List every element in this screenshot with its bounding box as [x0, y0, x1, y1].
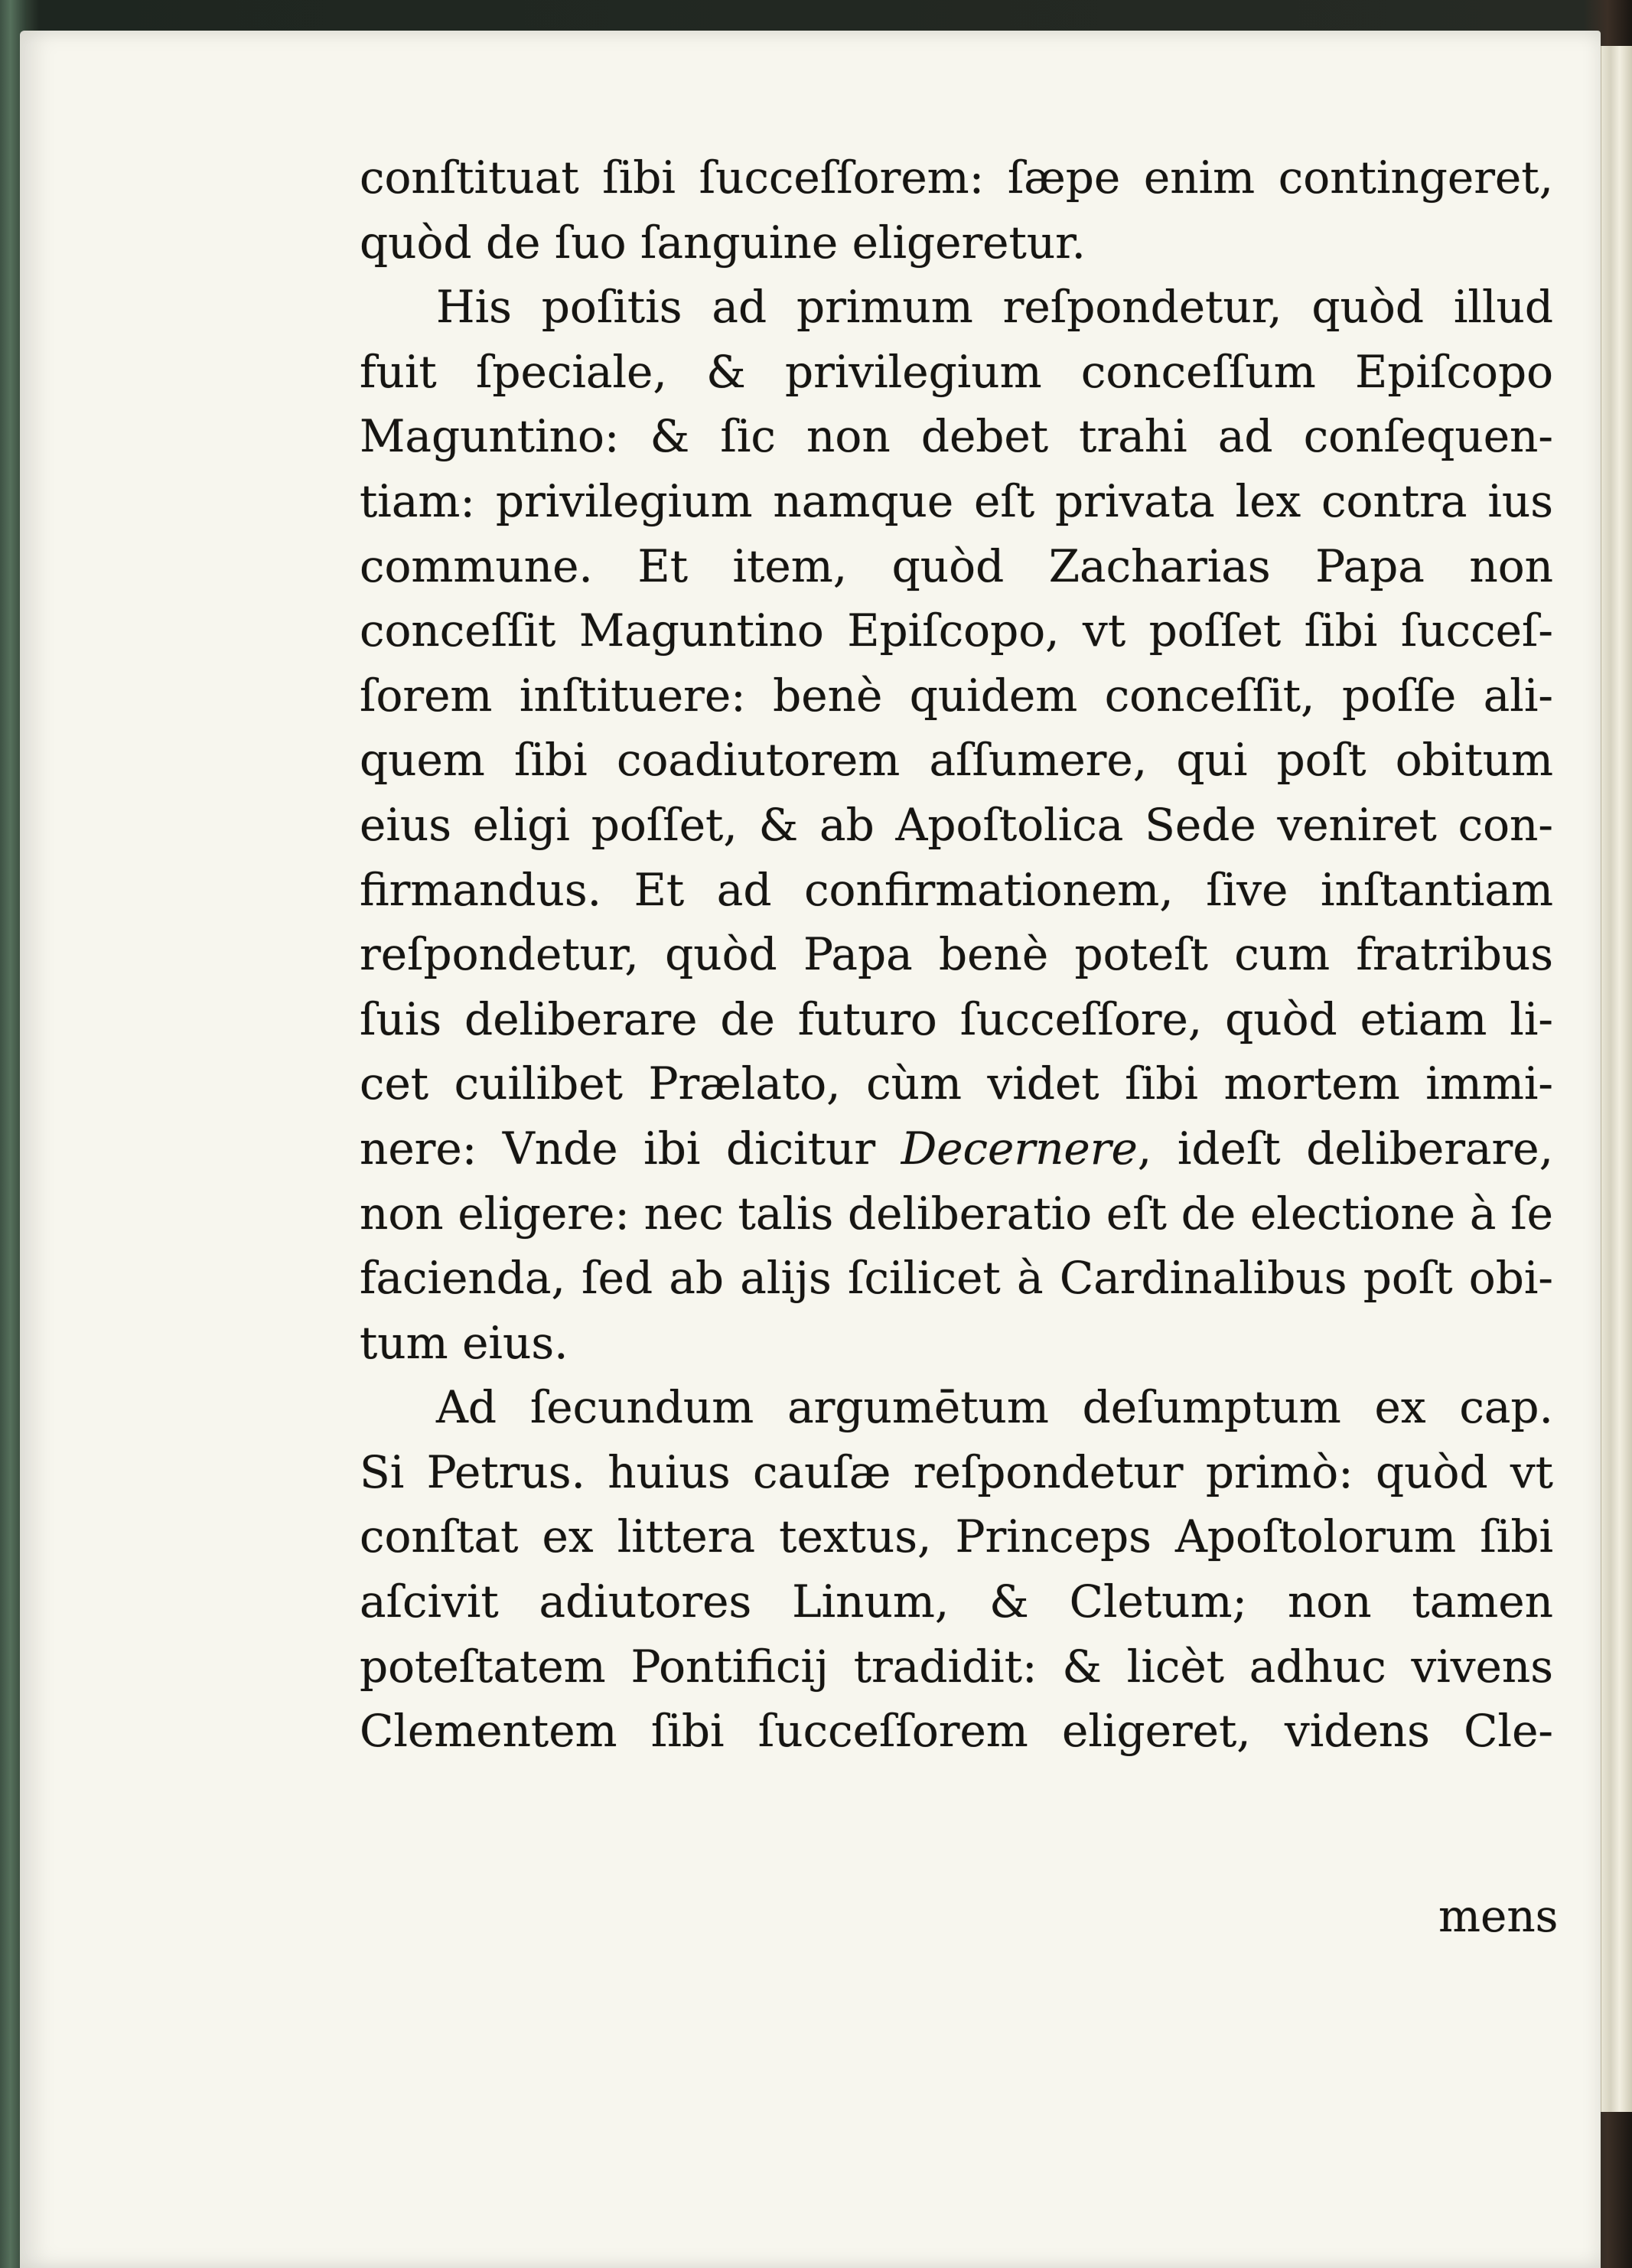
text-line: conſtituat ſibi ſucceſſorem: ſæpe enim contingeret,: [360, 152, 1553, 204]
text-line: commune. Et item, quòd Zacharias Papa non: [360, 539, 1553, 592]
text-line: quòd de ſuo ſanguine eligeretur.: [360, 216, 1086, 269]
text-line: cet cuilibet Prælato, cùm videt ſibi mortem immi-: [360, 1057, 1553, 1110]
text-line: poteſtatem Pontificij tradidit: & licèt adhuc vivens: [360, 1640, 1553, 1693]
paragraph-start-line: Ad ſecundum argumētum deſumptum ex cap.: [436, 1381, 1553, 1434]
text-line: ſuis deliberare de futuro ſucceſſore, quòd etiam li-: [360, 992, 1553, 1045]
italic-term: Decernere: [901, 1122, 1138, 1175]
text-line: facienda, ſed ab alijs ſcilicet à Cardinalibus poſt obi-: [360, 1252, 1553, 1305]
text-line: eius eligi poſſet, & ab Apoſtolica Sede veniret con-: [360, 798, 1553, 851]
text-line: ſorem inſtituere: benè quidem conceſſit, poſſe ali-: [360, 669, 1553, 722]
text-line: quem ſibi coadiutorem aſſumere, qui poſt obitum: [360, 734, 1553, 787]
text-line: conceſſit Maguntino Epiſcopo, vt poſſet ſibi ſucceſ-: [360, 604, 1553, 657]
text-line: non eligere: nec talis deliberatio eſt de electione à ſe: [360, 1187, 1553, 1240]
text-line: tum eius.: [360, 1316, 568, 1369]
text-line-with-italic: [360, 1116, 1553, 1181]
page-text: [360, 145, 1553, 1764]
text-segment: nere: Vnde ibi dicitur: [360, 1122, 876, 1175]
text-line: tiam: privilegium namque eſt privata lex contra ius: [360, 474, 1553, 527]
text-segment: , ideſt deliberare,: [1137, 1122, 1554, 1175]
paragraph-start-line: His poſitis ad primum reſpondetur, quòd illud: [436, 281, 1553, 334]
text-line: Clementem ſibi ſucceſſorem eligeret, videns Cle-: [360, 1705, 1553, 1758]
text-line: Maguntino: & ſic non debet trahi ad conſequen-: [360, 410, 1553, 463]
text-line: fuit ſpeciale, & privilegium conceſſum Epiſcopo: [360, 345, 1553, 398]
page-stack-edge: [1600, 46, 1632, 2112]
text-line: reſpondetur, quòd Papa benè poteſt cum fratribus: [360, 928, 1553, 981]
text-line: Si Petrus. huius cauſæ reſpondetur primò: quòd vt: [360, 1445, 1553, 1498]
text-line: conſtat ex littera textus, Princeps Apoſtolorum ſibi: [360, 1510, 1553, 1563]
text-line: aſcivit adiutores Linum, & Cletum; non tamen: [360, 1576, 1553, 1628]
text-line: firmandus. Et ad confirmationem, ſive inſtantiam: [360, 863, 1553, 916]
catchword: mens: [1438, 1890, 1559, 1942]
